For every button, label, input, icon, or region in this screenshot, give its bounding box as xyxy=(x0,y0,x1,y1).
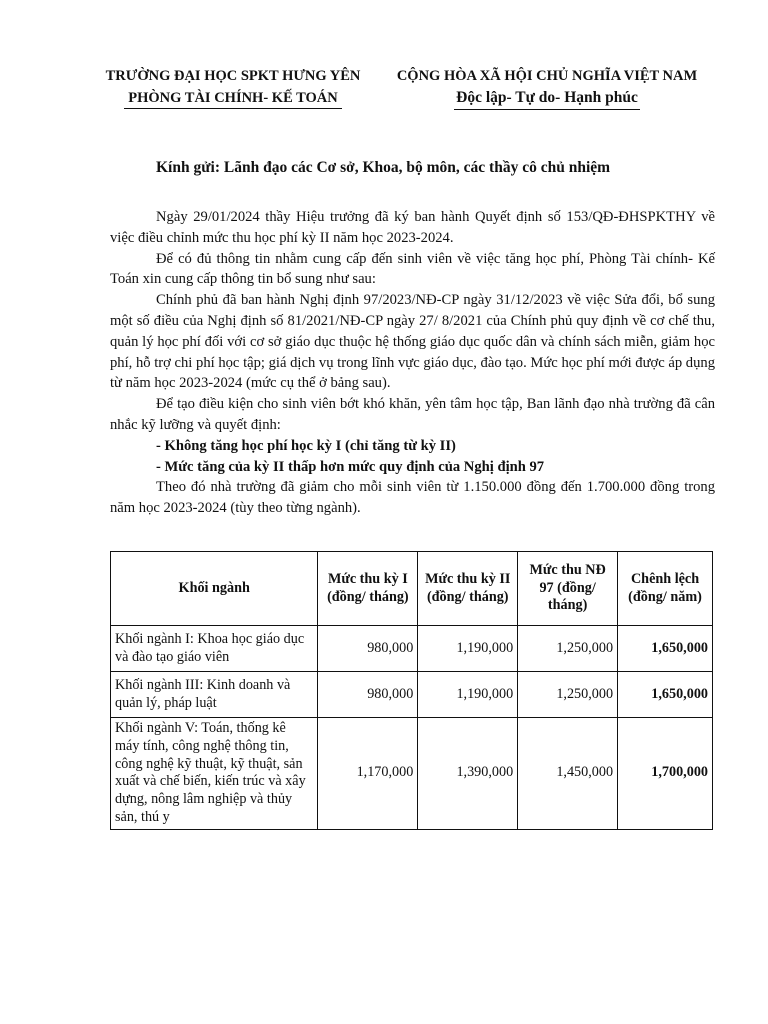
row-name: Khối ngành I: Khoa học giáo dục và đào tạo giáo viên xyxy=(111,626,318,672)
paragraph-reduction: Theo đó nhà trường đã giảm cho mỗi sinh viên từ 1.150.000 đồng đến 1.700.000 đồng trong năm học 2023-2024 (tùy theo từng ngành). xyxy=(110,479,715,517)
header-ky2: Mức thu kỳ II (đồng/ tháng) xyxy=(418,552,518,626)
paragraph-purpose: Để có đủ thông tin nhằm cung cấp đến sinh viên về việc tăng học phí, Phòng Tài chính- Kế Toán xin cung cấp thông tin bổ sung như sau: xyxy=(110,250,715,288)
header-ky1: Mức thu kỳ I (đồng/ tháng) xyxy=(318,552,418,626)
greeting-line: Kính gửi: Lãnh đạo các Cơ sở, Khoa, bộ môn, các thầy cô chủ nhiệm xyxy=(156,159,611,176)
point-no-increase: - Không tăng học phí học kỳ I (chỉ tăng từ kỳ II) xyxy=(156,437,456,454)
fee-table xyxy=(110,551,713,830)
national-motto: Độc lập- Tự do- Hạnh phúc xyxy=(454,88,640,110)
point-lower-increase: - Mức tăng của kỳ II thấp hơn mức quy định của Nghị định 97 xyxy=(156,458,545,475)
department-name: PHÒNG TÀI CHÍNH- KẾ TOÁN xyxy=(124,89,341,109)
university-name: TRƯỜNG ĐẠI HỌC SPKT HƯNG YÊN xyxy=(105,68,361,84)
row-ky1: 980,000 xyxy=(318,672,418,718)
paragraph-decision: Ngày 29/01/2024 thầy Hiệu trưởng đã ký ban hành Quyết định số 153/QĐ-ĐHSPKTHY về việc điều chỉnh mức thu học phí kỳ II năm học 2023-2024. xyxy=(110,209,715,246)
issuer-header xyxy=(88,66,378,110)
paragraph-decree: Chính phủ đã ban hành Nghị định 97/2023/NĐ-CP ngày 31/12/2023 về việc Sửa đổi, bổ sung một số điều của Nghị định số 81/2021/NĐ-CP ngày 27/ 8/2021 của Chính phủ quy định về cơ chế thu, quản lý học phí đối với cơ sở giáo dục thuộc hệ thống giáo dục quốc dân và chính sách miễn, giảm học phí, hỗ trợ chi phí học tập; giá dịch vụ trong lĩnh vực giáo dục, đào tạo. Mức học phí mới được áp dụng từ năm học 2023-2024 (mức cụ thể ở bảng sau). xyxy=(110,292,715,392)
row-ky1: 980,000 xyxy=(318,626,418,672)
row-nd97: 1,450,000 xyxy=(518,718,618,830)
row-ky2: 1,390,000 xyxy=(418,718,518,830)
table-row xyxy=(111,672,713,718)
row-nd97: 1,250,000 xyxy=(518,672,618,718)
row-name: Khối ngành III: Kinh doanh và quản lý, pháp luật xyxy=(111,672,318,718)
header-khoi-nganh: Khối ngành xyxy=(111,552,318,626)
national-header xyxy=(378,66,716,110)
table-header-row xyxy=(111,552,713,626)
row-diff: 1,650,000 xyxy=(618,626,713,672)
row-ky2: 1,190,000 xyxy=(418,626,518,672)
row-diff: 1,700,000 xyxy=(618,718,713,830)
header-nd97: Mức thu NĐ 97 (đồng/ tháng) xyxy=(518,552,618,626)
paragraph-leadership: Để tạo điều kiện cho sinh viên bớt khó khăn, yên tâm học tập, Ban lãnh đạo nhà trường đã cân nhắc kỹ lưỡng và quyết định: xyxy=(110,396,715,433)
row-diff: 1,650,000 xyxy=(618,672,713,718)
header-chenh-lech: Chênh lệch (đồng/ năm) xyxy=(618,552,713,626)
country-name: CỘNG HÒA XÃ HỘI CHỦ NGHĨA VIỆT NAM xyxy=(396,68,698,84)
row-nd97: 1,250,000 xyxy=(518,626,618,672)
body-text xyxy=(110,207,715,519)
table-row xyxy=(111,718,713,830)
row-ky1: 1,170,000 xyxy=(318,718,418,830)
row-name: Khối ngành V: Toán, thống kê máy tính, công nghệ thông tin, công nghệ kỹ thuật, kỹ thuật, sản xuất và chế biến, kiến trúc và xây dựng, nông lâm nghiệp và thủy sản, thú y xyxy=(111,718,318,830)
table-row xyxy=(111,626,713,672)
row-ky2: 1,190,000 xyxy=(418,672,518,718)
